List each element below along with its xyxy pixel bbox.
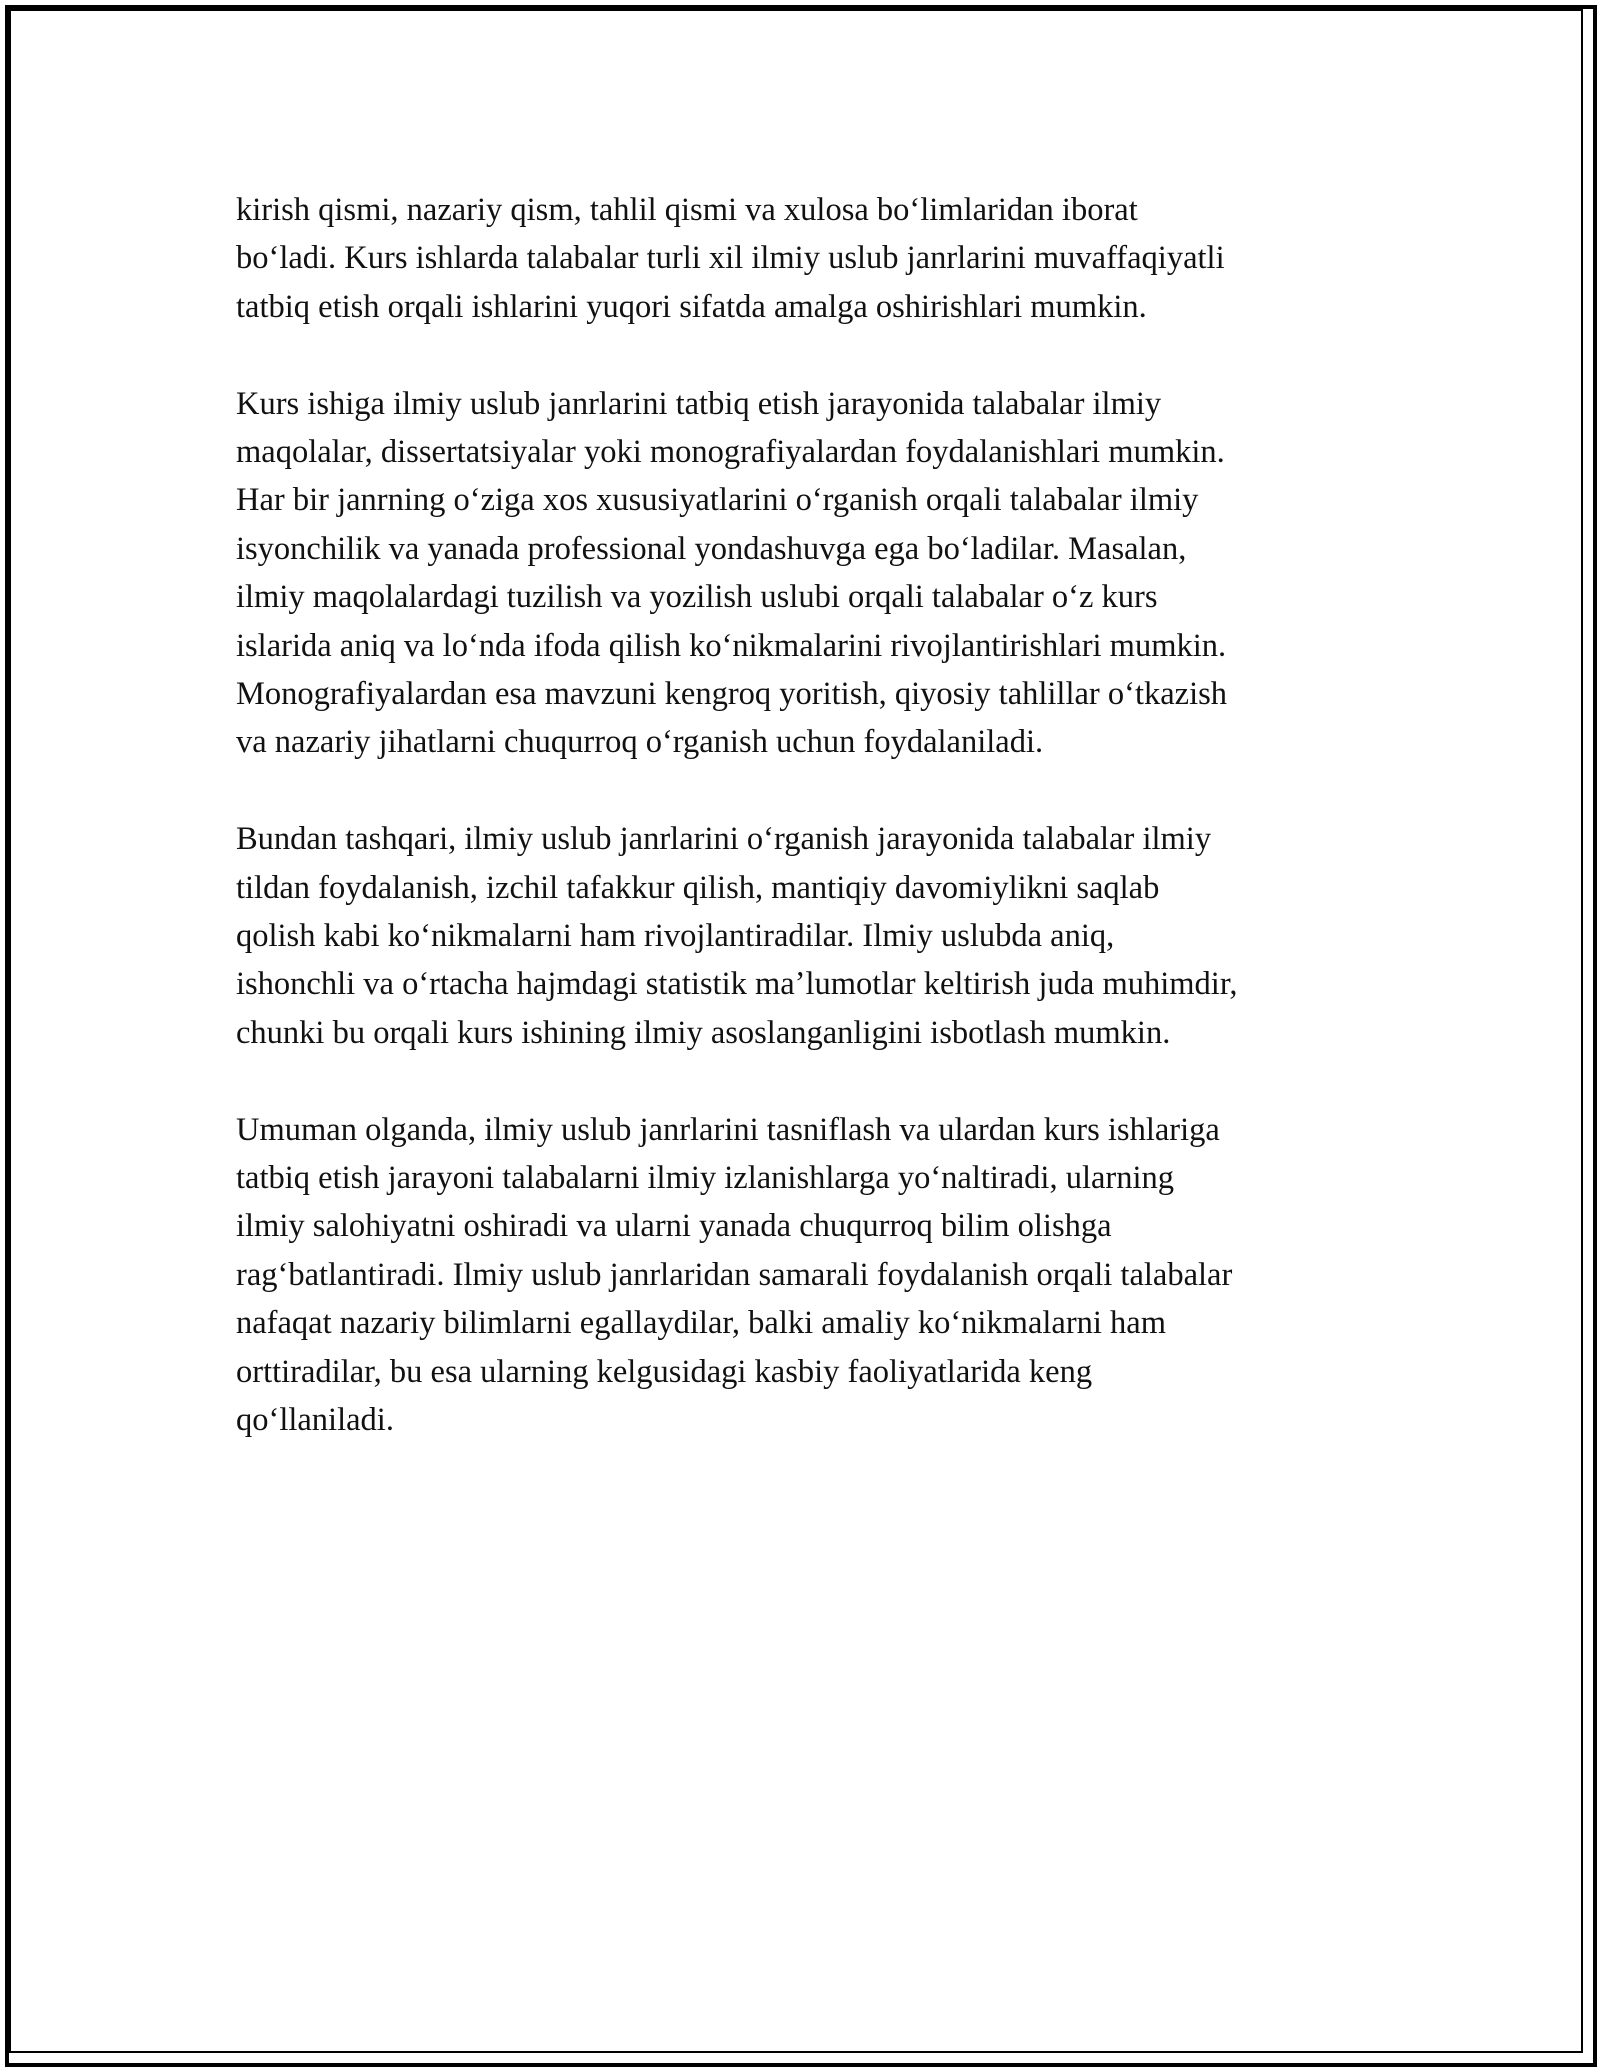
text-line: chunki bu orqali kurs ishining ilmiy asoslanganligini isbotlash mumkin. — [236, 1014, 1171, 1051]
document-body — [236, 186, 1376, 1493]
text-line: ragʻbatlantiradi. Ilmiy uslub janrlaridan samarali foydalanish orqali talabalar — [236, 1256, 1233, 1293]
text-line: Bundan tashqari, ilmiy uslub janrlarini oʻrganish jarayonida talabalar ilmiy — [236, 821, 1212, 858]
text-line: kirish qismi, nazariy qism, tahlil qismi va xulosa boʻlimlaridan iborat — [236, 192, 1138, 228]
paragraph-3 — [236, 815, 1376, 1057]
text-line: ilmiy salohiyatni oshiradi va ularni yanada chuqurroq bilim olishga — [236, 1208, 1112, 1245]
paragraph-1 — [236, 186, 1376, 331]
text-line: qoʻllaniladi. — [236, 1402, 394, 1439]
text-line: Umuman olganda, ilmiy uslub janrlarini tasniflash va ulardan kurs ishlariga — [236, 1111, 1220, 1148]
text-line: ilmiy maqolalardagi tuzilish va yozilish uslubi orqali talabalar oʻz kurs — [236, 579, 1158, 616]
text-line: isyonchilik va yanada professional yondashuvga ega boʻladilar. Masalan, — [236, 530, 1187, 567]
text-line: islarida aniq va loʻnda ifoda qilish koʻnikmalarini rivojlantirishlari mumkin. — [236, 627, 1227, 664]
text-line: orttiradilar, bu esa ularning kelgusidagi kasbiy faoliyatlarida keng — [236, 1353, 1093, 1390]
text-line: Har bir janrning oʻziga xos xususiyatlarini oʻrganish orqali talabalar ilmiy — [236, 482, 1199, 519]
text-line: tatbiq etish orqali ishlarini yuqori sifatda amalga oshirishlari mumkin. — [236, 288, 1147, 325]
paragraph-4 — [236, 1106, 1376, 1445]
text-line: maqolalar, dissertatsiyalar yoki monografiyalardan foydalanishlari mumkin. — [236, 434, 1225, 471]
text-line: Monografiyalardan esa mavzuni kengroq yoritish, qiyosiy tahlillar oʻtkazish — [236, 676, 1227, 713]
text-line: ishonchli va oʻrtacha hajmdagi statistik maʼlumotlar keltirish juda muhimdir, — [236, 966, 1238, 1003]
text-line: nafaqat nazariy bilimlarni egallaydilar, balki amaliy koʻnikmalarni ham — [236, 1305, 1167, 1342]
paragraph-2 — [236, 380, 1376, 767]
text-line: va nazariy jihatlarni chuqurroq oʻrganish uchun foydalaniladi. — [236, 724, 1044, 761]
text-line: Kurs ishiga ilmiy uslub janrlarini tatbiq etish jarayonida talabalar ilmiy — [236, 385, 1162, 422]
text-line: tatbiq etish jarayoni talabalarni ilmiy izlanishlarga yoʻnaltiradi, ularning — [236, 1160, 1175, 1197]
text-line: tildan foydalanish, izchil tafakkur qilish, mantiqiy davomiylikni saqlab — [236, 869, 1160, 906]
text-line: boʻladi. Kurs ishlarda talabalar turli xil ilmiy uslub janrlarini muvaffaqiyatli — [236, 240, 1225, 277]
text-line: qolish kabi koʻnikmalarni ham rivojlantiradilar. Ilmiy uslubda aniq, — [236, 918, 1115, 955]
